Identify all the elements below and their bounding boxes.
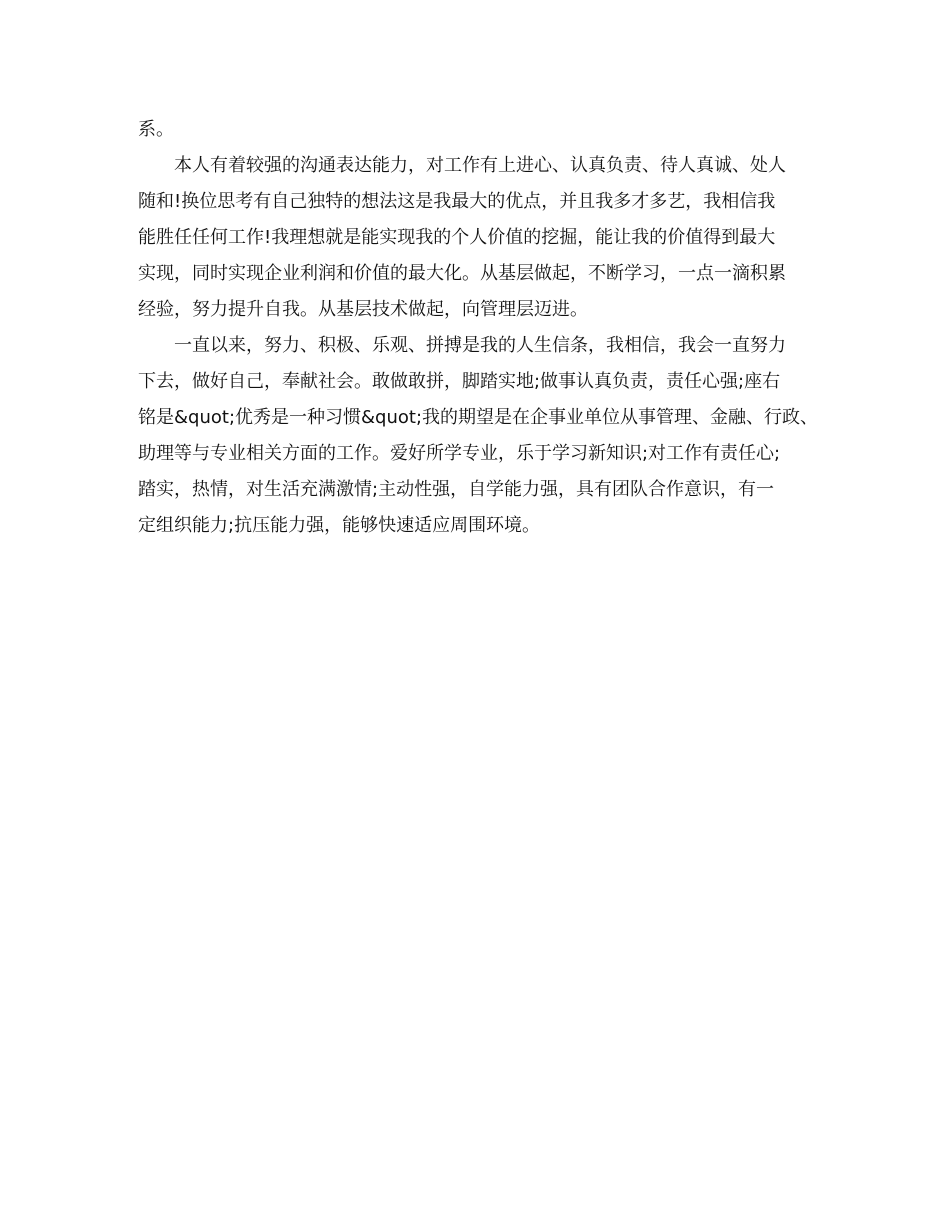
text-line: 实现，同时实现企业利润和价值的最大化。从基层做起，不断学习，一点一滴积累: [138, 263, 786, 284]
paragraph-communication-skills: [138, 148, 823, 328]
text-line: 定组织能力;抗压能力强，能够快速适应周围环境。: [138, 515, 541, 536]
text-line: 能胜任任何工作!我理想就是能实现我的个人价值的挖掘，能让我的价值得到最大: [138, 227, 776, 248]
text-line: 踏实，热情，对生活充满激情;主动性强，自学能力强，具有团队合作意识，有一: [138, 479, 775, 500]
text-line: 下去，做好自己，奉献社会。敢做敢拼，脚踏实地;做事认真负责，责任心强;座右: [138, 371, 781, 392]
text-line: 铭是&quot;优秀是一种习惯&quot;我的期望是在企事业单位从事管理、金融、行政、: [138, 407, 819, 428]
paragraph-life-motto: [138, 328, 823, 544]
text-line: 经验，努力提升自我。从基层技术做起，向管理层迈进。: [138, 299, 588, 320]
text-line: 本人有着较强的沟通表达能力，对工作有上进心、认真负责、待人真诚、处人: [174, 155, 786, 176]
paragraph-continuation: [138, 112, 823, 148]
text-line: 系。: [138, 119, 174, 140]
text-line: 随和!换位思考有自己独特的想法这是我最大的优点，并且我多才多艺，我相信我: [138, 191, 776, 212]
text-line: 一直以来，努力、积极、乐观、拼搏是我的人生信条，我相信，我会一直努力: [174, 335, 786, 356]
text-line: 助理等与专业相关方面的工作。爱好所学专业，乐于学习新知识;对工作有责任心;: [138, 443, 781, 464]
document-body: [138, 112, 823, 544]
